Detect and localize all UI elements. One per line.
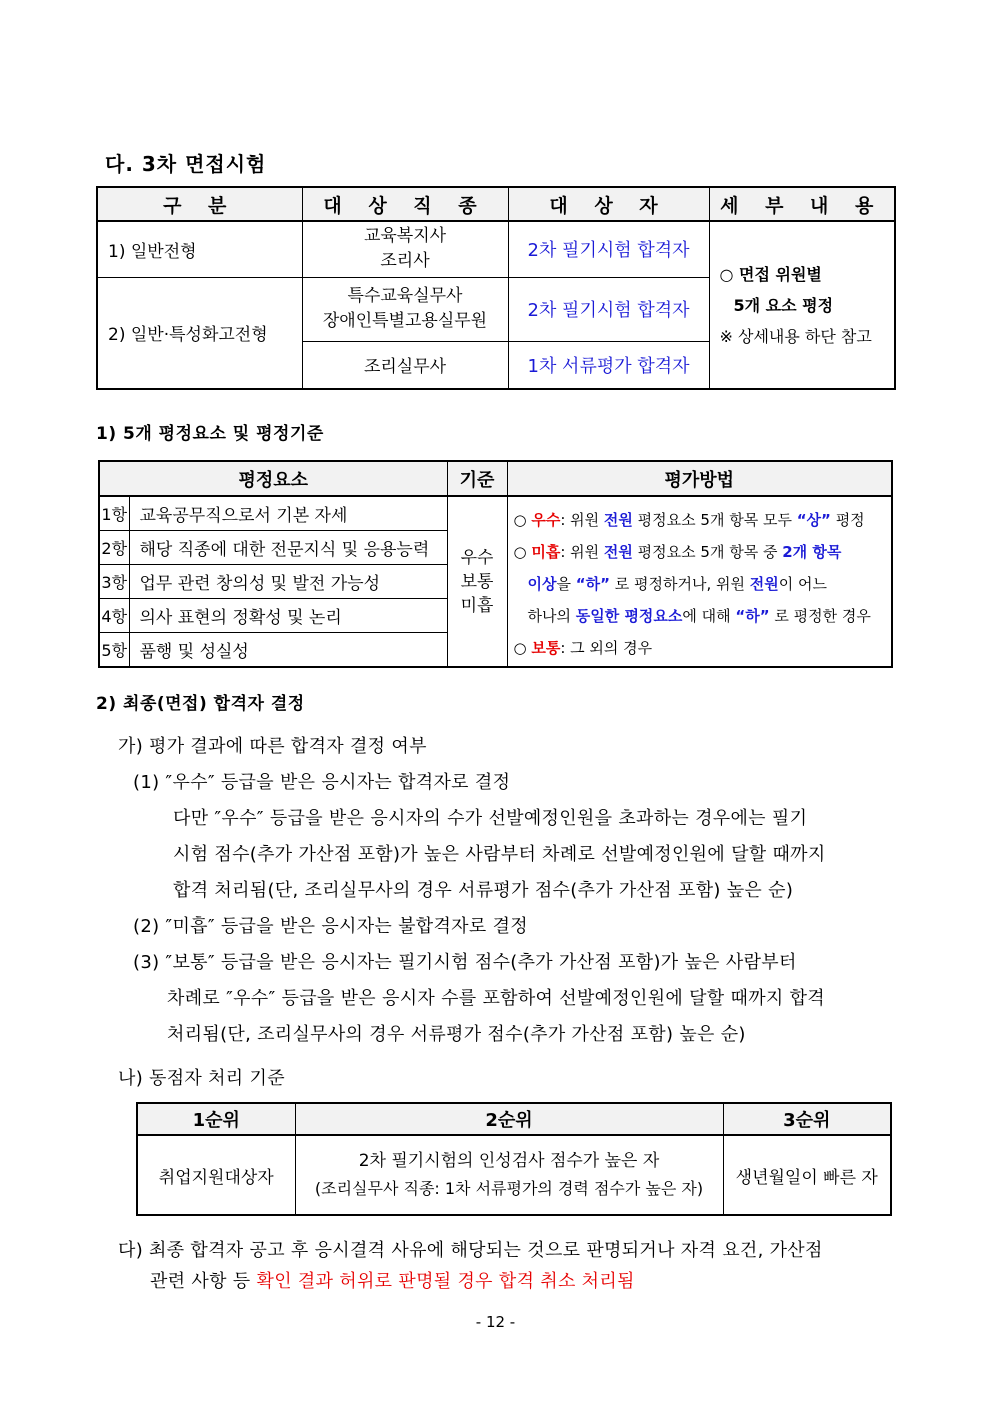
item-number: 2항 [99,531,129,565]
table3-header: 3순위 [723,1103,891,1135]
item-text: 해당 직종에 대한 전문지식 및 응용능력 [129,531,447,565]
subsection-title: 1) 5개 평정요소 및 평정기준 [96,424,324,444]
item-text: 교육공무직으로서 기본 자세 [129,496,447,531]
item-text: 의사 표현의 정확성 및 논리 [129,599,447,633]
table2-header: 평정요소 [99,461,447,496]
item-number: 3항 [99,565,129,599]
evaluation-criteria-table [98,460,893,668]
job-cell [302,221,508,277]
table1-header: 구 분 [97,187,302,221]
da-highlight: 확인 결과 허위로 판명될 경우 합격 취소 처리됨 [256,1271,635,1292]
method-poor: ○ 미흡: 위원 전원 평정요소 5개 항목 중 2개 항목 [513,543,842,561]
table1-header: 세 부 내 용 [709,187,895,221]
job-name: 특수교육실무사 [347,286,463,306]
criteria-cell [447,496,507,667]
da-line-2 [150,1267,635,1293]
table1-header: 대 상 직 종 [302,187,508,221]
da-line-1: 다) 최종 합격자 공고 후 응시결격 사유에 해당되는 것으로 판명되거나 자격 요건, 가산점 [118,1240,823,1261]
section-title: 다. 3차 면접시험 [105,152,267,176]
ga-item-1-text: 합격 처리됨(단, 조리실무사의 경우 서류평가 점수(추가 가산점 포함) 높은 순) [173,880,794,901]
priority-2-line: 2차 필기시험의 인성검사 점수가 높은 자 [358,1151,660,1171]
item-text: 업무 관련 창의성 및 발전 가능성 [129,565,447,599]
exam-target-table [96,186,896,390]
ga-item-1-text: 다만 ″우수″ 등급을 받은 응시자의 수가 선발예정인원을 초과하는 경우에는 필기 [173,808,808,829]
item-text: 품행 및 성실성 [129,633,447,668]
item-number: 5항 [99,633,129,668]
method-normal: ○ 보통: 그 외의 경우 [513,639,653,657]
item-number: 4항 [99,599,129,633]
da-text: 관련 사항 등 [150,1271,257,1292]
details-line: ○ 면접 위원별 [719,264,822,284]
table2-header: 기준 [447,461,507,496]
ga-item-3-text: 처리됨(단, 조리실무사의 경우 서류평가 점수(추가 가산점 포함) 높은 순) [167,1024,746,1045]
details-line: 5개 요소 평정 [733,295,834,315]
criteria-grade: 보통 [460,571,494,592]
table2-header: 평가방법 [507,461,892,496]
subsection-title: 2) 최종(면접) 합격자 결정 [96,694,305,714]
method-poor-cont: 하나의 동일한 평정요소에 대해 “하” 로 평정한 경우 [527,607,871,625]
tie-break-table [136,1102,892,1216]
criteria-grade: 우수 [460,547,494,568]
method-excellent: ○ 우수: 위원 전원 평정요소 5개 항목 모두 “상” 평정 [513,511,865,529]
job-cell [302,277,508,341]
page-number: - 12 - [475,1313,516,1331]
na-title: 나) 동점자 처리 기준 [118,1068,285,1089]
priority-2-line: (조리실무사 직종: 1차 서류평가의 경력 점수가 높은 자) [314,1179,704,1198]
table1-header: 대 상 자 [508,187,709,221]
ga-item-3-text: 차례로 ″우수″ 등급을 받은 응시자 수를 포함하여 선발예정인원에 달할 때까지 합격 [167,988,825,1009]
table3-header: 2순위 [295,1103,723,1135]
ga-item-1-text: 시험 점수(추가 가산점 포함)가 높은 사람부터 차례로 선발예정인원에 달할 때까지 [173,844,826,865]
ga-item-2: (2) ″미흡″ 등급을 받은 응시자는 불합격자로 결정 [133,916,528,937]
target-cell: 2차 필기시험 합격자 [508,221,709,277]
target-cell: 1차 서류평가 합격자 [508,341,709,389]
details-cell [709,221,895,389]
item-number: 1항 [99,496,129,531]
priority-2-cell [295,1135,723,1215]
category-cell: 2) 일반·특성화고전형 [97,277,302,389]
job-name: 장애인특별고용실무원 [322,311,488,331]
priority-3-cell: 생년월일이 빠른 자 [723,1135,891,1215]
method-poor-cont: 이상을 “하” 로 평정하거나, 위원 전원이 어느 [527,575,827,593]
target-cell: 2차 필기시험 합격자 [508,277,709,341]
criteria-grade: 미흡 [460,595,494,616]
job-name: 조리사 [380,251,430,272]
details-line: ※ 상세내용 하단 참고 [719,326,872,346]
priority-1-cell: 취업지원대상자 [137,1135,295,1215]
job-cell: 조리실무사 [302,341,508,389]
ga-title: 가) 평가 결과에 따른 합격자 결정 여부 [118,736,427,757]
ga-item-1: (1) ″우수″ 등급을 받은 응시자는 합격자로 결정 [133,772,511,793]
category-cell: 1) 일반전형 [97,221,302,277]
table3-header: 1순위 [137,1103,295,1135]
ga-item-3: (3) ″보통″ 등급을 받은 응시자는 필기시험 점수(추가 가산점 포함)가 높은 사람부터 [133,952,797,973]
method-cell [507,496,892,667]
job-name: 교육복지사 [363,226,447,247]
